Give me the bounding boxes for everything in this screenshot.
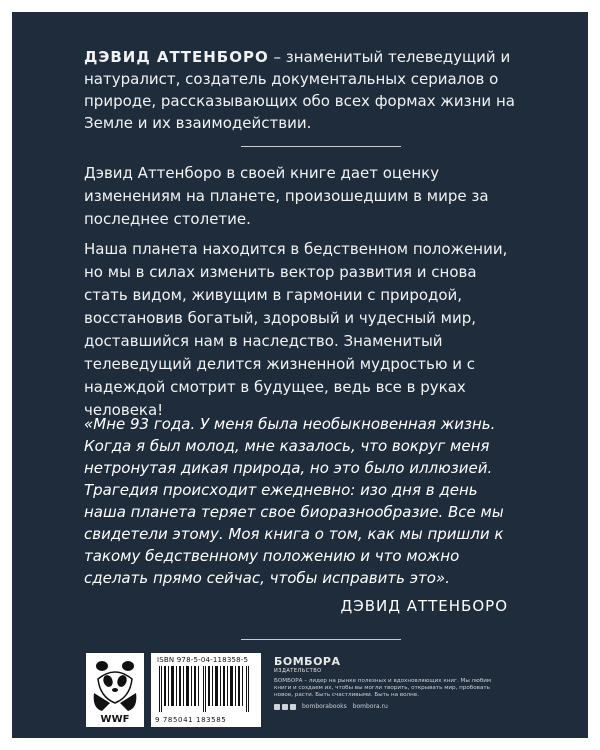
publisher-subtitle: ИЗДАТЕЛЬСТВО bbox=[274, 668, 322, 674]
divider bbox=[241, 146, 401, 147]
quote-signature: ДЭВИД АТТЕНБОРО bbox=[340, 597, 508, 615]
author-quote: «Мне 93 года. У меня была необыкновенная жизнь. Когда я был молод, мне казалось, что вокруг меня нетронутая дикая природа, но это было иллюзией. Трагедия происходит ежедневно: изо дня в день наша планета теряет свое биоразнообразие. Все мы свидетели этому. Моя книга о том, как мы пришли к такому бедственному положению и что можно сделать прямо сейчас, чтобы исправить это». bbox=[84, 415, 504, 587]
author-intro bbox=[84, 46, 524, 134]
publisher-site: bombora.ru bbox=[352, 703, 388, 710]
author-intro-text: – знаменитый телеведущий и натуралист, создатель документальных сериалов о природе, рассказывающих обо всех формах жизни на Земле и их взаимодействии. bbox=[84, 48, 515, 132]
description-paragraph-2: Наша планета находится в бедственном положении, но мы в силах изменить вектор развития и снова стать видом, живущим в гармонии с природой, восстановив богатый, здоровый и чудесный мир, доставшийся нам в наследство. Знаменитый телеведущий делится жизненной мудростью и с надеждой смотрит в будущее, ведь все в руках человека! bbox=[84, 240, 508, 419]
wwf-label: WWF bbox=[100, 714, 130, 725]
publisher-handle: bomborabooks bbox=[302, 703, 347, 710]
isbn-number: ISBN 978-5-04-118358-5 bbox=[157, 656, 249, 664]
book-back-cover bbox=[12, 12, 588, 738]
social-icons bbox=[274, 704, 296, 710]
divider-bottom bbox=[241, 639, 401, 640]
publisher-links bbox=[274, 703, 504, 710]
publisher-logo: БОМБОРА bbox=[274, 655, 341, 668]
barcode-bars bbox=[157, 666, 255, 712]
wwf-logo bbox=[86, 653, 144, 727]
barcode-number: 9 785041 183585 bbox=[155, 716, 227, 724]
barcode bbox=[151, 653, 261, 727]
description-paragraph-1: Дэвид Аттенборо в своей книге дает оценку изменениям на планете, произошедшим в мире за последнее столетие. bbox=[84, 164, 489, 228]
publisher-description: БОМБОРА – лидер на рынке полезных и вдохновляющих книг. Мы любим книги и создаем их, чтобы вы могли творить, открывать мир, пробовать новое, расти. Быть счастливыми. Быть на волне. bbox=[274, 678, 492, 698]
publisher-block bbox=[274, 656, 504, 710]
author-name: ДЭВИД АТТЕНБОРО bbox=[84, 48, 269, 66]
